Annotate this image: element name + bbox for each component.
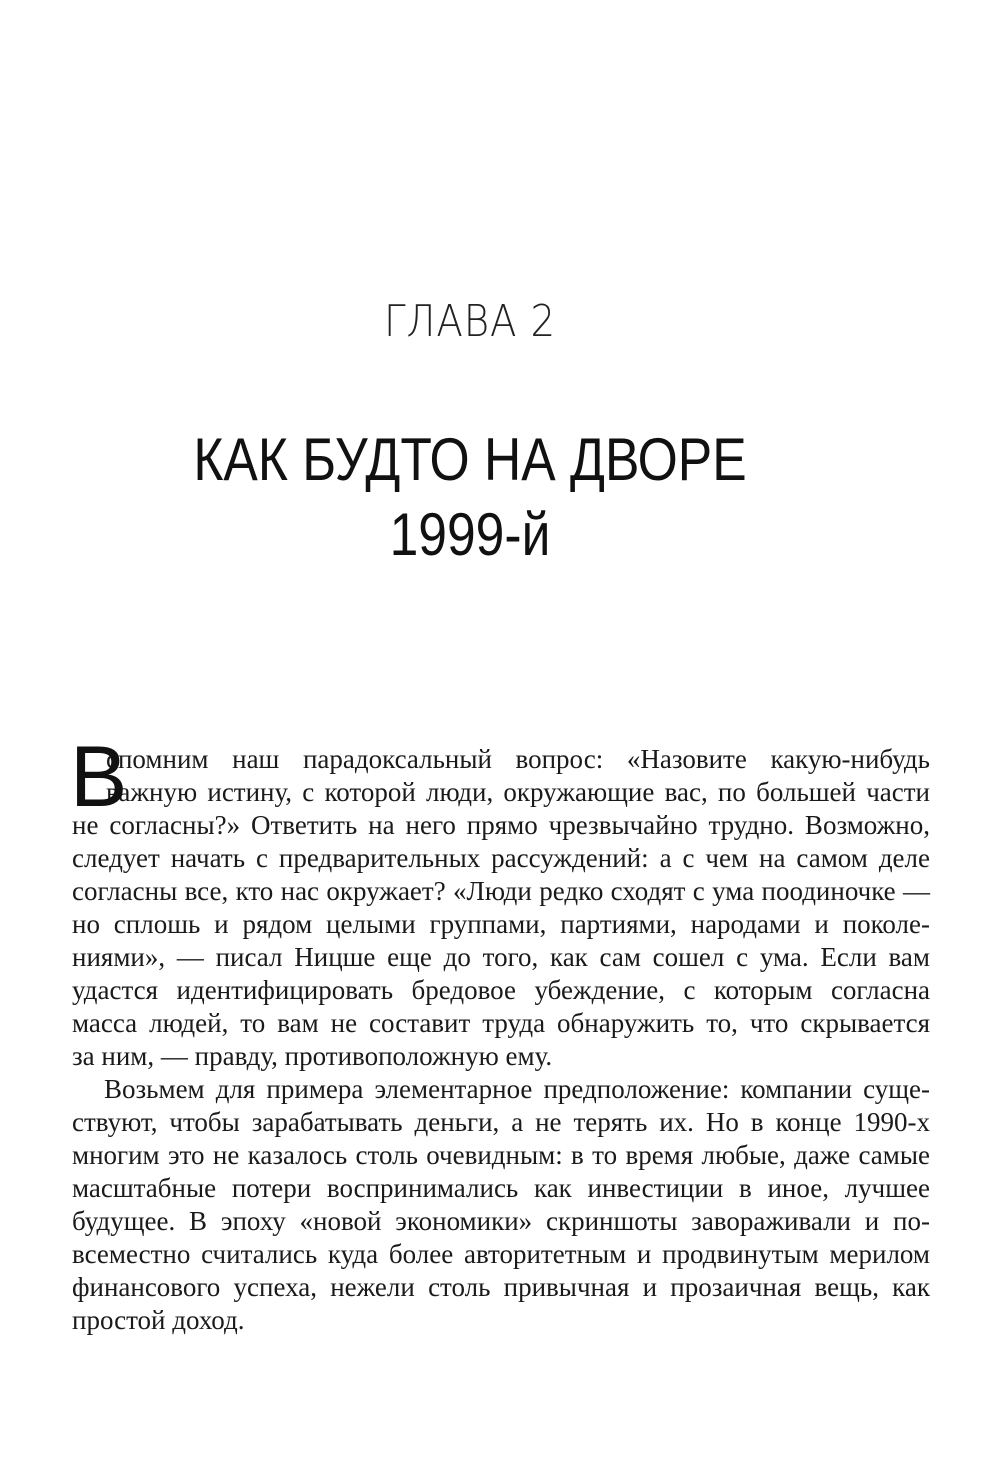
text-line: не согласны?» Ответить на него прямо чрезвычайно трудно. Возможно, [72, 810, 930, 840]
chapter-label: ГЛАВА 2 [383, 296, 557, 347]
text-line: всеместно считались куда более авторитетным и продвинутым мерилом [72, 1239, 930, 1269]
text-line: масштабные потери воспринимались как инвестиции в иное, лучшее [72, 1173, 930, 1203]
text-line: спомним наш парадоксальный вопрос: «Назовите какую-нибудь [106, 744, 930, 774]
text-line: удастся идентифицировать бредовое убеждение, с которым согласна [72, 975, 930, 1005]
text-line: ствуют, чтобы зарабатывать деньги, а не терять их. Но в конце 1990-х [72, 1107, 930, 1137]
text-line: за ним, — правду, противоположную ему. [72, 1041, 553, 1071]
chapter-title-line: 1999-й [389, 501, 551, 568]
chapter-title-line: КАК БУДТО НА ДВОРЕ [193, 426, 747, 493]
text-line: ниями», — писал Ницше еще до того, как сам сошел с ума. Если вам [72, 942, 930, 972]
paragraph-1 [72, 743, 930, 1073]
chapter-title [66, 422, 874, 572]
text-line: будущее. В эпоху «новой экономики» скриншоты завораживали и по- [72, 1206, 930, 1236]
paragraph-2 [72, 1073, 930, 1337]
text-line: но сплошь и рядом целыми группами, партиями, народами и поколе- [72, 909, 930, 939]
text-line: следует начать с предварительных рассуждений: а с чем на самом деле [72, 843, 930, 873]
text-line: многим это не казалось столь очевидным: в то время любые, даже самые [72, 1140, 930, 1170]
text-line: простой доход. [72, 1305, 245, 1335]
drop-cap: В [70, 729, 128, 825]
text-line: финансового успеха, нежели столь привычная и прозаичная вещь, как [72, 1272, 930, 1302]
text-line: Возьмем для примера элементарное предположение: компании суще- [104, 1074, 930, 1104]
text-line: масса людей, то вам не составит труда обнаружить то, что скрывается [72, 1008, 930, 1038]
text-line: согласны все, кто нас окружает? «Люди редко сходят с ума поодиночке — [72, 876, 930, 906]
text-line: важную истину, с которой люди, окружающие вас, по большей части [106, 777, 930, 807]
chapter-body [70, 729, 930, 1337]
